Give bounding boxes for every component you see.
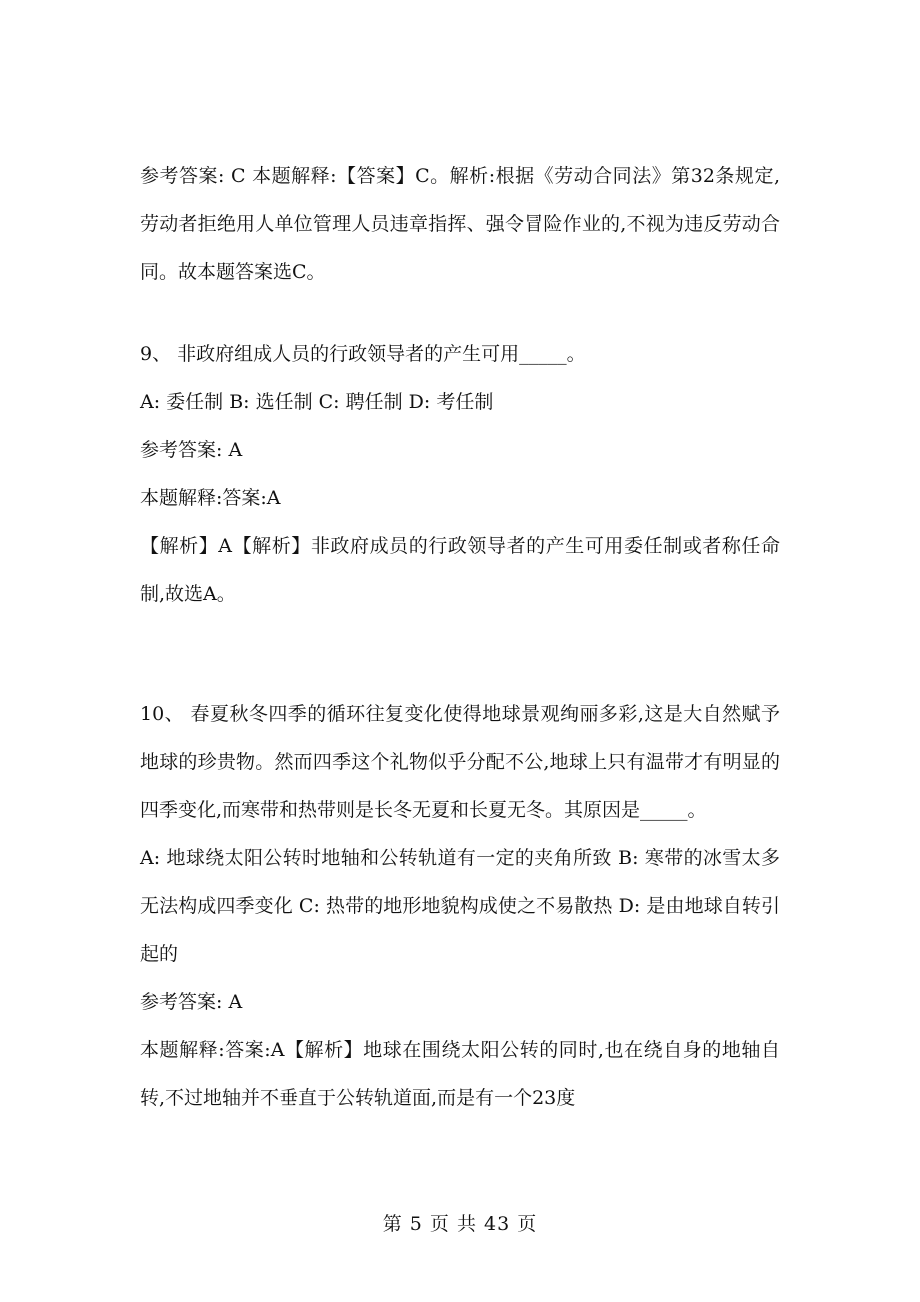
spacer — [140, 618, 780, 690]
q8-answer-explanation: 参考答案: C 本题解释:【答案】C。解析:根据《劳动合同法》第32条规定,劳动者拒绝用人单位管理人员违章指挥、强令冒险作业的,不视为违反劳动合同。故本题答案选C。 — [140, 165, 780, 283]
spacer — [140, 296, 780, 330]
q9-question: 9、 非政府组成人员的行政领导者的产生可用_____。 — [140, 343, 586, 365]
q10-options: A: 地球绕太阳公转时地轴和公转轨道有一定的夹角所致 B: 寒带的冰雪太多无法构成四季变化 C: 热带的地形地貌构成使之不易散热 D: 是由地球自转引起的 — [140, 847, 780, 965]
q9-options: A: 委任制 B: 选任制 C: 聘任制 D: 考任制 — [140, 391, 494, 413]
q10-explanation: 本题解释:答案:A【解析】地球在围绕太阳公转的同时,也在绕自身的地轴自转,不过地轴并不垂直于公转轨道面,而是有一个23度 — [140, 1039, 780, 1109]
q9-answer: 参考答案: A — [140, 439, 243, 461]
q10-question: 10、 春夏秋冬四季的循环往复变化使得地球景观绚丽多彩,这是大自然赋予地球的珍贵物。然而四季这个礼物似乎分配不公,地球上只有温带才有明显的四季变化,而寒带和热带则是长冬无夏和长夏无冬。其原因是_____。 — [140, 703, 780, 821]
q9-explanation-line: 本题解释:答案:A — [140, 487, 281, 509]
q10-answer: 参考答案: A — [140, 991, 243, 1013]
q9-analysis: 【解析】A【解析】非政府成员的行政领导者的产生可用委任制或者称任命制,故选A。 — [140, 535, 780, 605]
page-number: 第 5 页 共 43 页 — [382, 1213, 538, 1235]
document-body — [140, 152, 780, 1122]
